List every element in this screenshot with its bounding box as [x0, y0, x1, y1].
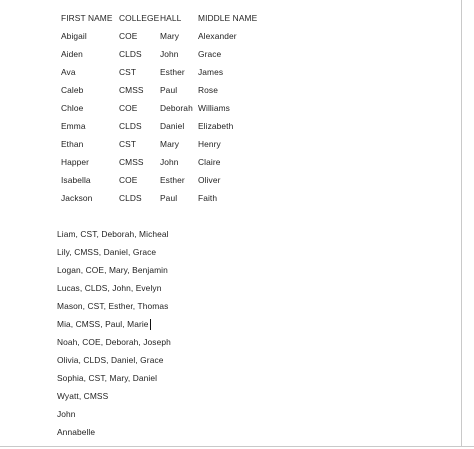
page-edge-right — [461, 0, 462, 446]
cell-college: CST — [119, 139, 137, 149]
cell-hall: Mary — [160, 139, 180, 149]
cell-middle-name: Williams — [198, 103, 230, 113]
cell-middle-name: Grace — [198, 49, 222, 59]
list-item: Logan, COE, Mary, Benjamin — [57, 265, 168, 275]
cell-hall: Mary — [160, 31, 180, 41]
list-item: Lucas, CLDS, John, Evelyn — [57, 283, 162, 293]
cell-college: CMSS — [119, 157, 144, 167]
cell-hall: Esther — [160, 175, 185, 185]
cell-first-name: Ethan — [61, 139, 84, 149]
cell-middle-name: Faith — [198, 193, 218, 203]
list-item-with-cursor[interactable] — [57, 315, 171, 333]
cell-hall: Deborah — [160, 103, 193, 113]
cell-hall: Daniel — [160, 121, 185, 131]
list-item: Noah, COE, Deborah, Joseph — [57, 337, 171, 347]
cell-first-name: Jackson — [61, 193, 93, 203]
cell-first-name: Ava — [61, 67, 76, 77]
table-row — [56, 27, 268, 45]
cell-middle-name: Rose — [198, 85, 218, 95]
table-row — [56, 99, 268, 117]
table-header-row — [56, 9, 268, 27]
cell-college: COE — [119, 103, 138, 113]
table-row — [56, 189, 268, 207]
table-row — [56, 45, 268, 63]
cell-hall: Paul — [160, 85, 178, 95]
cell-college: CLDS — [119, 121, 142, 131]
list-item: Liam, CST, Deborah, Micheal — [57, 229, 169, 239]
cell-college: COE — [119, 31, 138, 41]
header-middle-name: MIDDLE NAME — [198, 13, 258, 23]
list-item: Wyatt, CMSS — [57, 391, 109, 401]
list-item-text: Mia, CMSS, Paul, Marie — [57, 319, 149, 329]
cell-first-name: Happer — [61, 157, 90, 167]
cell-hall: Paul — [160, 193, 178, 203]
list-item: Lily, CMSS, Daniel, Grace — [57, 247, 157, 257]
cell-college: CST — [119, 67, 137, 77]
cell-first-name: Aiden — [61, 49, 83, 59]
table-row — [56, 63, 268, 81]
cell-college: CLDS — [119, 49, 142, 59]
cell-middle-name: Oliver — [198, 175, 221, 185]
cell-first-name: Caleb — [61, 85, 84, 95]
cell-middle-name: Elizabeth — [198, 121, 234, 131]
cell-first-name: Chloe — [61, 103, 84, 113]
header-first-name: FIRST NAME — [61, 13, 113, 23]
page-edge-bottom — [0, 446, 474, 447]
cell-hall: Esther — [160, 67, 185, 77]
table-row — [56, 135, 268, 153]
list-item: Annabelle — [57, 427, 96, 437]
cell-middle-name: Claire — [198, 157, 221, 167]
table-row — [56, 81, 268, 99]
cell-middle-name: Henry — [198, 139, 221, 149]
table-row — [56, 153, 268, 171]
list-item: Mason, CST, Esther, Thomas — [57, 301, 169, 311]
header-college: COLLEGE — [119, 13, 160, 23]
cell-middle-name: James — [198, 67, 224, 77]
cell-middle-name: Alexander — [198, 31, 237, 41]
table-row — [56, 171, 268, 189]
cell-hall: John — [160, 157, 179, 167]
list-item: Olivia, CLDS, Daniel, Grace — [57, 355, 164, 365]
list-item: Sophia, CST, Mary, Daniel — [57, 373, 158, 383]
list-item: John — [57, 409, 76, 419]
cell-college: CMSS — [119, 85, 144, 95]
cell-first-name: Isabella — [61, 175, 91, 185]
cell-college: COE — [119, 175, 138, 185]
cell-first-name: Emma — [61, 121, 86, 131]
header-hall: HALL — [160, 13, 182, 23]
cell-college: CLDS — [119, 193, 142, 203]
cell-hall: John — [160, 49, 179, 59]
students-table — [56, 9, 268, 207]
cell-first-name: Abigail — [61, 31, 87, 41]
student-entries-list[interactable] — [57, 225, 171, 441]
text-cursor — [150, 319, 151, 330]
table-row — [56, 117, 268, 135]
